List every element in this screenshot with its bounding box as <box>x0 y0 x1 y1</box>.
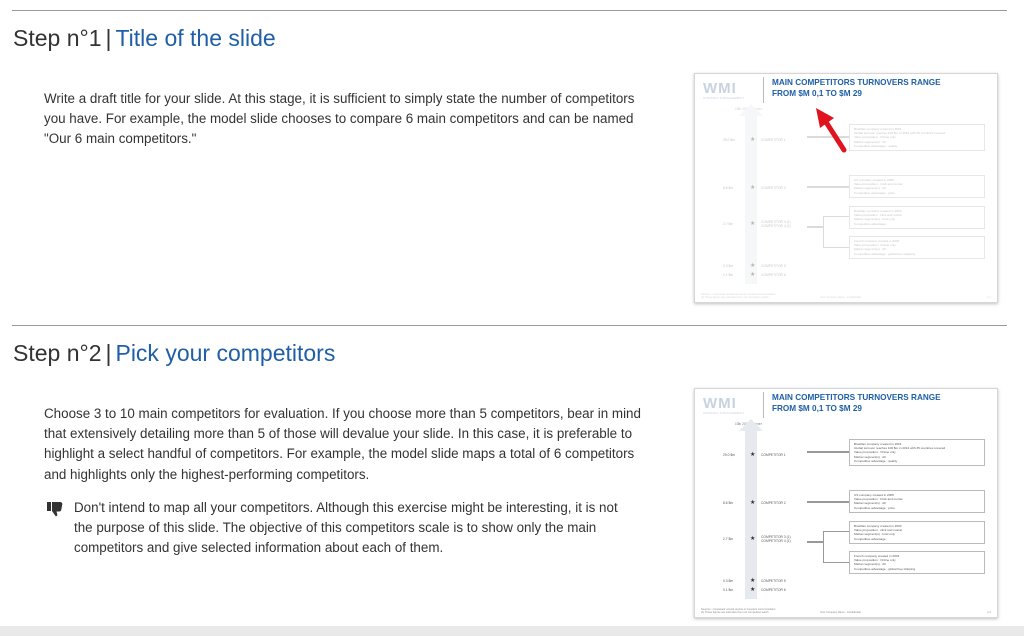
slide-info-line: Value proposition : click and mortar <box>854 213 903 218</box>
slide-footnote-line: Sources : companies' annual reports or investors communication <box>701 607 776 611</box>
slide-info-line: Brazilian company created in 2003 <box>854 209 902 213</box>
slide-row-value: 0.1 $m <box>723 588 734 592</box>
slide-footnote-line: (1) These figures are estimates from our competitive watch <box>701 610 769 614</box>
slide-title-line-2: FROM $M 0,1 TO $M 29 <box>772 404 862 413</box>
slide-row-value: 0.3 $m <box>723 579 734 583</box>
slide-info-line: French company created in 2003 <box>854 239 900 243</box>
step-2-heading <box>13 340 335 367</box>
slide-footnote-line: (1) These figures are estimates from our competitive watch <box>701 295 769 299</box>
slide-row-competitor: COMPETITOR 6 <box>761 588 786 592</box>
star-icon: ★ <box>750 500 756 506</box>
slide-info-line: Competitive advantage : price <box>854 190 895 195</box>
star-icon: ★ <box>750 221 756 227</box>
slide-row-value: 2.7 $m <box>723 537 734 541</box>
slide-logo-subtitle: STRATEGY & MANAGEMENT <box>703 411 745 415</box>
slide-info-line: Global turnover reaches 100 $m in 2012 with 35 countries covered <box>854 446 946 451</box>
slide-info-box <box>849 521 985 544</box>
slide-title-line-1: MAIN COMPETITORS TURNOVERS RANGE <box>772 393 941 402</box>
slide-connector <box>807 451 849 453</box>
slide-info-line: Value proposition : brick and mortar <box>854 182 903 187</box>
step-separator: | <box>105 25 112 51</box>
slide-row-competitor: COMPETITOR 2 <box>761 186 786 190</box>
slide-info-line: Value proposition : Online only <box>854 558 896 563</box>
slide-info-line: Value proposition : brick and mortar <box>854 497 903 502</box>
star-icon: ★ <box>750 578 756 584</box>
step-name: Pick your competitors <box>115 340 336 366</box>
slide-info-line: Competitive advantage : price <box>854 505 895 510</box>
slide-row-competitor: COMPETITOR 1 <box>761 138 786 142</box>
slide-info-line: US company created in 2005 <box>854 178 894 182</box>
slide-row-value: 2.7 $m <box>723 222 734 226</box>
slide-row-competitor: COMPETITOR 3 (1) COMPETITOR 4 (1) <box>761 535 791 543</box>
star-icon: ★ <box>750 452 756 458</box>
slide-title-line-1: MAIN COMPETITORS TURNOVERS RANGE <box>772 78 941 87</box>
step-number: Step n°1 <box>13 25 102 51</box>
slide-row-value: 29.0 $m <box>723 453 735 457</box>
slide-footer-company: Your Company Name - Confidential <box>820 296 861 299</box>
slide-body <box>695 389 997 617</box>
slide-info-line: Competitive advantage : quality <box>854 458 898 463</box>
slide-connector <box>807 541 823 543</box>
slide-footnote <box>701 608 775 614</box>
slide-info-line: Market segment(s) : All <box>854 454 886 459</box>
slide-axis-label: 13th 2013 turnover <box>735 107 762 111</box>
slide-info-line: Market segment(s) : All <box>854 139 886 144</box>
star-icon: ★ <box>750 185 756 191</box>
slide-row-competitor: COMPETITOR 5 <box>761 579 786 583</box>
slide-connector <box>823 216 849 248</box>
slide-footer-company: Your Company Name - Confidential <box>820 611 861 614</box>
slide-row-competitor: COMPETITOR 6 <box>761 273 786 277</box>
step-separator: | <box>105 340 112 366</box>
slide-info-line: Market segment(s) : All <box>854 186 886 191</box>
slide-logo: WMI <box>703 395 737 412</box>
slide-row-competitor: COMPETITOR 1 <box>761 453 786 457</box>
step-name: Title of the slide <box>115 25 276 51</box>
slide-logo-subtitle: STRATEGY & MANAGEMENT <box>703 96 745 100</box>
slide-connector <box>823 531 849 563</box>
step-number: Step n°2 <box>13 340 102 366</box>
slide-info-line: Market segment(s) : All <box>854 501 886 506</box>
slide-connector <box>807 226 823 228</box>
slide-info-line: US company created in 2005 <box>854 493 894 497</box>
slide-row-competitor: COMPETITOR 3 (1) COMPETITOR 4 (1) <box>761 220 791 228</box>
slide-info-box <box>849 124 985 151</box>
slide-title-line-2: FROM $M 0,1 TO $M 29 <box>772 89 862 98</box>
slide-row-value: 0.1 $m <box>723 273 734 277</box>
slide-row-competitor: COMPETITOR 2 <box>761 501 786 505</box>
slide-info-line: Market segment(s) : food only <box>854 217 895 222</box>
slide-thumbnail-step-2 <box>694 388 998 618</box>
slide-info-line: Competitive advantage : global free shipping <box>854 251 916 256</box>
slide-info-line: Competitive advantage : quality <box>854 143 898 148</box>
slide-info-box <box>849 551 985 574</box>
page-bottom-edge <box>0 626 1024 636</box>
red-pointer-arrow-icon <box>810 104 850 154</box>
star-icon: ★ <box>750 137 756 143</box>
slide-row-value: 0.3 $m <box>723 264 734 268</box>
step-2-paragraph: Choose 3 to 10 main competitors for evaluation. If you choose more than 5 competitors, bear in mind that extensively detailing more than 5 of those will devalue your slide. In this case, it is preferable to highlight a select handful of competitors. For example, the model slide maps a total of 6 competitors and highlights only the highest-performing competitors. <box>44 406 641 482</box>
slide-info-line: Brazilian company created in 2003 <box>854 524 902 528</box>
slide-info-line: Market segment(s) : All <box>854 562 886 567</box>
slide-footnote-line: Sources : companies' annual reports or investors communication <box>701 292 776 296</box>
slide-info-line: Brazilian company created in 2001 <box>854 442 902 446</box>
slide-info-line: French company created in 2003 <box>854 554 900 558</box>
star-icon: ★ <box>750 536 756 542</box>
star-icon: ★ <box>750 587 756 593</box>
step-1-heading <box>13 25 276 52</box>
slide-info-line: Competitive advantage : global free shipping <box>854 566 916 571</box>
slide-connector <box>807 501 849 503</box>
slide-page-number: p.1 <box>987 611 991 614</box>
slide-info-box <box>849 490 985 513</box>
slide-info-line: Market segment(s) : All <box>854 247 886 252</box>
slide-connector <box>807 186 849 188</box>
top-divider <box>12 10 1007 11</box>
slide-logo: WMI <box>703 80 737 97</box>
slide-row-value: 8.6 $m <box>723 501 734 505</box>
slide-row-competitor: COMPETITOR 5 <box>761 264 786 268</box>
slide-footnote <box>701 293 775 299</box>
thumbs-down-icon <box>47 501 65 517</box>
step-1-paragraph: Write a draft title for your slide. At this stage, it is sufficient to simply state the number of competitors you have. For example, the model slide chooses to compare 6 main competitors and can be named "Our 6 main competitors." <box>44 91 635 147</box>
slide-page-number: p.1 <box>987 296 991 299</box>
slide-info-box <box>849 439 985 466</box>
slide-info-line: Competitive advantage : <box>854 536 888 541</box>
section-divider <box>12 325 1007 326</box>
slide-info-line: Value proposition : Online only <box>854 243 896 248</box>
slide-info-line: Global turnover reaches 100 $m in 2012 with 35 countries covered <box>854 131 946 136</box>
slide-info-line: Value proposition : Online only <box>854 135 896 140</box>
slide-info-line: Brazilian company created in 2001 <box>854 127 902 131</box>
star-icon: ★ <box>750 272 756 278</box>
slide-info-line: Competitive advantage : <box>854 221 888 226</box>
slide-info-line: Value proposition : Online only <box>854 450 896 455</box>
star-icon: ★ <box>750 263 756 269</box>
slide-info-line: Value proposition : click and mortar <box>854 528 903 533</box>
tip-text: Don't intend to map all your competitors. Although this exercise might be interesting, it is not the purpose of this slide. The objective of this competitors scale is to show only the main competitors and give selected information about each of them. <box>74 500 618 556</box>
slide-info-line: Market segment(s) : food only <box>854 532 895 537</box>
slide-row-value: 8.6 $m <box>723 186 734 190</box>
slide-info-box <box>849 206 985 229</box>
slide-row-value: 29.0 $m <box>723 138 735 142</box>
slide-info-box <box>849 236 985 259</box>
slide-info-box <box>849 175 985 198</box>
slide-axis-label: 13th 2013 turnover <box>735 422 762 426</box>
